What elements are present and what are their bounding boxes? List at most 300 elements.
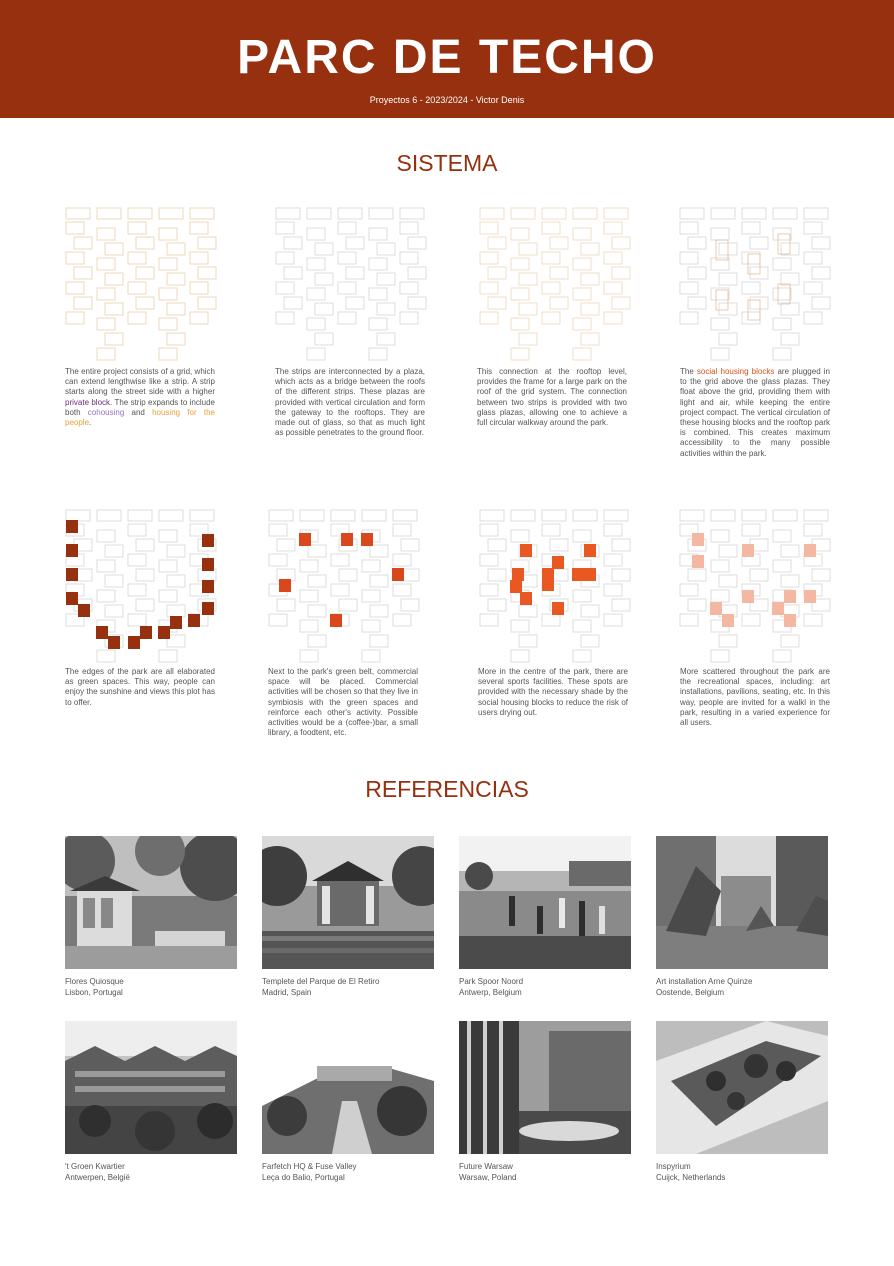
grid-cell [480, 524, 498, 536]
grid-cell [277, 539, 295, 551]
grid-cell [97, 348, 115, 360]
grid-cell [308, 635, 326, 647]
grid-cell [804, 222, 822, 234]
grid-cell [370, 635, 388, 647]
grid-cell [66, 222, 84, 234]
grid-cell [276, 222, 294, 234]
grid-cell [105, 545, 123, 557]
grid-cell [573, 620, 591, 632]
reference-name: Future Warsaw [459, 1162, 513, 1171]
grid-top-cell [511, 208, 535, 219]
grid-cell [74, 297, 92, 309]
grid-top-cell [711, 208, 735, 219]
grid-cell [400, 222, 418, 234]
grid-cell [581, 303, 599, 315]
grid-cell [307, 228, 325, 240]
grid-cell [105, 333, 123, 345]
grid-cell [66, 312, 84, 324]
grid-cell [167, 303, 185, 315]
grid-cell [393, 584, 411, 596]
grid-cell [773, 258, 791, 270]
grid-cell [604, 524, 622, 536]
grid-cell [711, 560, 729, 572]
grid-cell [781, 545, 799, 557]
grid-cell [488, 297, 506, 309]
grid-recreational-svg [676, 506, 836, 666]
grid-cell [377, 273, 395, 285]
reference-card [656, 836, 828, 998]
grid-cell [400, 312, 418, 324]
edge-green-block [66, 520, 78, 533]
grid-cell [269, 554, 287, 566]
grid-cell [688, 297, 706, 309]
grid-cell [581, 333, 599, 345]
grid-cell [159, 590, 177, 602]
grid-cell [105, 243, 123, 255]
grid-cell [781, 635, 799, 647]
grid-edges-svg [62, 506, 222, 666]
grid-cell [719, 575, 737, 587]
reference-place: Antwerpen, België [65, 1173, 130, 1182]
grid-cell [308, 575, 326, 587]
grid-cell [781, 575, 799, 587]
grid-cell [680, 222, 698, 234]
recreational-block [742, 590, 754, 603]
grid-rooftop-park-icon [476, 204, 636, 364]
grid-cell [519, 273, 537, 285]
grid-cell [105, 303, 123, 315]
grid-cell [66, 252, 84, 264]
sports-block [584, 568, 596, 581]
recreational-block [722, 614, 734, 627]
grid-strips-icon [62, 204, 222, 364]
grid-top-cell [773, 208, 797, 219]
art-installation-photo [656, 836, 828, 969]
description-text: More in the centre of the park, there are several sports facilities. These spots are provided with the necessary shade by the social housing blocks to reduce the risk of users drying out. [478, 667, 628, 717]
grid-cell [773, 560, 791, 572]
grid-cell [400, 282, 418, 294]
grid-cell [308, 545, 326, 557]
grid-cell [97, 318, 115, 330]
grid-cell [128, 222, 146, 234]
grid-cell [408, 267, 426, 279]
grid-top-cell [573, 208, 597, 219]
edge-green-block [202, 534, 214, 547]
grid-cell [136, 569, 154, 581]
grid-top-cell [480, 510, 504, 521]
grid-cell [401, 539, 419, 551]
grid-cell [750, 237, 768, 249]
grid-cell [612, 599, 630, 611]
grid-cell [401, 599, 419, 611]
description-text: More scattered throughout the park are the recreational spaces, including: art installations, pavilions, seating, etc. In this way, people are invited for a walkl in the park, resulting in a varied experience for all users. [680, 667, 830, 728]
grid-cell [550, 297, 568, 309]
grid-top-cell [773, 510, 797, 521]
grid-cell [711, 590, 729, 602]
grid-top-cell [369, 208, 393, 219]
grid-cell [97, 228, 115, 240]
grid-cell [369, 258, 387, 270]
grid-cell [680, 282, 698, 294]
grid-cell [488, 569, 506, 581]
grid-cell [711, 650, 729, 662]
grid-top-cell [542, 510, 566, 521]
grid-cell [511, 258, 529, 270]
grid-cell [711, 530, 729, 542]
grid-cell [573, 348, 591, 360]
description-text: This connection at the rooftop level, provides the frame for a large park on the roof of the grid system. The connection between two strips is provided with two glass plazas, allowing one to achieve a full circular walkway around the park. [477, 367, 627, 428]
recreational-block [804, 544, 816, 557]
grid-cell [511, 228, 529, 240]
grid-cell [331, 554, 349, 566]
reference-name: 't Groen Kwartier [65, 1162, 125, 1171]
grid-cell [519, 333, 537, 345]
grid-plazas-icon [272, 204, 432, 364]
reference-name: Flores Quiosque [65, 977, 124, 986]
grid-cell [346, 267, 364, 279]
highlighted-term: social housing blocks [696, 367, 775, 376]
grid-sports-icon [476, 506, 636, 666]
grid-cell [480, 584, 498, 596]
grid-cell [581, 273, 599, 285]
description-text: The [680, 367, 697, 376]
sistema-desc-5 [65, 667, 215, 708]
grid-cell [377, 303, 395, 315]
grid-cell [338, 282, 356, 294]
grid-cell [680, 614, 698, 626]
grid-top-cell [300, 510, 324, 521]
grid-cell [338, 252, 356, 264]
sistema-desc-7 [478, 667, 628, 718]
recreational-block [784, 590, 796, 603]
edge-green-block [96, 626, 108, 639]
grid-cell [400, 252, 418, 264]
grid-top-cell [331, 510, 355, 521]
grid-social-housing-icon [676, 204, 836, 364]
grid-top-cell [480, 208, 504, 219]
grid-top-cell [159, 510, 183, 521]
grid-cell [307, 288, 325, 300]
grid-cell [198, 297, 216, 309]
edge-green-block [78, 604, 90, 617]
grid-cell [581, 243, 599, 255]
grid-cell [159, 348, 177, 360]
grid-cell [488, 539, 506, 551]
edge-green-block [202, 602, 214, 615]
grid-cell [742, 524, 760, 536]
grid-cell [370, 605, 388, 617]
commercial-block [299, 533, 311, 546]
grid-cell [812, 237, 830, 249]
grid-cell [136, 237, 154, 249]
grid-cell [550, 267, 568, 279]
sistema-desc-6 [268, 667, 418, 738]
grid-cell [393, 554, 411, 566]
grid-cell [550, 237, 568, 249]
highlighted-term: private block [65, 397, 111, 407]
grid-top-cell [97, 510, 121, 521]
grid-sports-svg [476, 506, 636, 666]
sistema-title: SISTEMA [396, 150, 498, 176]
grid-cell [604, 312, 622, 324]
grid-cell [331, 584, 349, 596]
grid-cell [542, 252, 560, 264]
grid-cell [269, 524, 287, 536]
grid-cell [781, 273, 799, 285]
edge-green-block [108, 636, 120, 649]
commercial-block [330, 614, 342, 627]
grid-cell [136, 267, 154, 279]
grid-cell [519, 303, 537, 315]
grid-cell [307, 318, 325, 330]
grid-cell [812, 297, 830, 309]
grid-cell [688, 267, 706, 279]
highlighted-term: cohousing [87, 407, 125, 417]
edge-green-block [66, 592, 78, 605]
grid-top-cell [393, 510, 417, 521]
grid-cell [604, 252, 622, 264]
edge-green-block [170, 616, 182, 629]
grid-cell [346, 237, 364, 249]
grid-cell [377, 333, 395, 345]
grid-cell [136, 599, 154, 611]
future-warsaw-photo [459, 1021, 631, 1154]
social-housing-block [778, 234, 790, 254]
grid-cell [542, 614, 560, 626]
reference-name: Art installation Arne Quinze [656, 977, 753, 986]
grid-top-cell [604, 208, 628, 219]
grid-cell [742, 282, 760, 294]
grid-cell [573, 590, 591, 602]
grid-cell [370, 545, 388, 557]
grid-cell [773, 318, 791, 330]
grid-top-cell [66, 208, 90, 219]
grid-top-cell [307, 208, 331, 219]
grid-cell [742, 312, 760, 324]
grid-top-cell [269, 510, 293, 521]
grid-cell [719, 273, 737, 285]
grid-cell [190, 282, 208, 294]
commercial-block [341, 533, 353, 546]
grid-cell [308, 605, 326, 617]
commercial-block [279, 579, 291, 592]
grid-cell [773, 288, 791, 300]
grid-cell [167, 575, 185, 587]
edge-green-block [66, 568, 78, 581]
grid-cell [781, 303, 799, 315]
reference-place: Leça do Balio, Portugal [262, 1173, 345, 1182]
social-housing-block [778, 284, 790, 304]
grid-cell [804, 614, 822, 626]
reference-card [262, 836, 434, 998]
sports-block [552, 602, 564, 615]
grid-recreational-icon [676, 506, 836, 666]
grid-cell [74, 237, 92, 249]
grid-cell [688, 569, 706, 581]
grid-cell [159, 318, 177, 330]
sistema-desc-2 [275, 367, 425, 438]
grid-cell [377, 243, 395, 255]
grid-cell [573, 258, 591, 270]
grid-cell [370, 575, 388, 587]
grid-top-cell [159, 208, 183, 219]
grid-cell [804, 312, 822, 324]
edge-green-block [128, 636, 140, 649]
grid-cell [284, 297, 302, 309]
reference-card [459, 1021, 631, 1183]
grid-cell [688, 237, 706, 249]
sports-block [542, 578, 554, 591]
grid-cell [604, 584, 622, 596]
recreational-block [784, 614, 796, 627]
grid-cell [604, 282, 622, 294]
grid-plazas-svg [272, 204, 432, 364]
grid-cell [688, 599, 706, 611]
grid-cell [190, 312, 208, 324]
grid-cell [542, 524, 560, 536]
grid-strips-svg [62, 204, 222, 364]
grid-cell [284, 237, 302, 249]
description-text: are plugged in to the grid above the glass plazas. They float above the grid, providing them with light and air, while keeping the entire project compact. The vertical circulation of these housing blocks and the rooftop park is combined. This creates maximum accessibility to the many possible activities within the park. [680, 367, 830, 458]
grid-cell [307, 258, 325, 270]
reference-card [65, 1021, 237, 1183]
grid-cell [542, 222, 560, 234]
grid-cell [680, 584, 698, 596]
sports-block [520, 592, 532, 605]
grid-cell [277, 599, 295, 611]
sports-block [552, 556, 564, 569]
description-text: and [124, 407, 153, 417]
grid-cell [573, 288, 591, 300]
greenhouse-photo [65, 1021, 237, 1154]
referencias-title: REFERENCIAS [365, 776, 529, 802]
grid-cell [408, 237, 426, 249]
grid-social-housing-svg [676, 204, 836, 364]
sistema-desc-1 [65, 367, 215, 428]
grid-cell [300, 650, 318, 662]
grid-cell [136, 297, 154, 309]
grid-top-cell [680, 510, 704, 521]
grid-cell [128, 252, 146, 264]
grid-cell [573, 318, 591, 330]
grid-cell [128, 584, 146, 596]
grid-top-cell [742, 510, 766, 521]
grid-cell [612, 237, 630, 249]
grid-cell [511, 620, 529, 632]
header-banner [0, 0, 894, 118]
grid-cell [488, 237, 506, 249]
grid-cell [773, 530, 791, 542]
reference-place: Lisbon, Portugal [65, 988, 123, 997]
grid-cell [338, 312, 356, 324]
grid-cell [315, 303, 333, 315]
grid-cell [519, 605, 537, 617]
grid-commercial-icon [265, 506, 425, 666]
grid-cell [781, 333, 799, 345]
grid-cell [284, 267, 302, 279]
grid-cell [167, 333, 185, 345]
grid-cell [97, 288, 115, 300]
grid-cell [198, 237, 216, 249]
grid-cell [612, 569, 630, 581]
grid-cell [488, 599, 506, 611]
grid-cell [167, 605, 185, 617]
recreational-block [692, 555, 704, 568]
reference-name: Farfetch HQ & Fuse Valley [262, 1162, 357, 1171]
grid-top-cell [804, 510, 828, 521]
grid-cell [773, 650, 791, 662]
grid-cell [804, 252, 822, 264]
grid-cell [488, 267, 506, 279]
grid-commercial-svg [265, 506, 425, 666]
grid-cell [711, 318, 729, 330]
sistema-desc-4 [680, 367, 830, 459]
edge-green-block [140, 626, 152, 639]
grid-rooftop-park-svg [476, 204, 636, 364]
grid-cell [97, 530, 115, 542]
grid-top-cell [604, 510, 628, 521]
grid-cell [804, 282, 822, 294]
grid-cell [128, 312, 146, 324]
description-text: The strips are interconnected by a plaza, which acts as a bridge between the roofs of the different strips. These plazas are provided with vertical circulation and form the gateway to the rooftops. They are made out of glass, so that as much light as possible penetrates to the ground floor. [275, 367, 425, 438]
grid-top-cell [276, 208, 300, 219]
grid-cell [369, 288, 387, 300]
reference-name: Park Spoor Noord [459, 977, 524, 986]
commercial-block [361, 533, 373, 546]
sports-block [520, 544, 532, 557]
grid-top-cell [400, 208, 424, 219]
grid-cell [542, 282, 560, 294]
grid-cell [97, 590, 115, 602]
grid-cell [105, 273, 123, 285]
grid-cell [159, 560, 177, 572]
grid-cell [190, 252, 208, 264]
grid-top-cell [680, 208, 704, 219]
sports-block [510, 580, 522, 593]
bandstand-photo [262, 836, 434, 969]
grid-top-cell [711, 510, 735, 521]
grid-cell [480, 614, 498, 626]
grid-cell [680, 312, 698, 324]
grid-cell [511, 650, 529, 662]
kiosk-photo [65, 836, 237, 969]
grid-cell [680, 252, 698, 264]
grid-cell [480, 282, 498, 294]
grid-cell [711, 348, 729, 360]
sports-block [572, 568, 584, 581]
edge-green-block [202, 558, 214, 571]
grid-top-cell [804, 208, 828, 219]
grid-cell [105, 575, 123, 587]
rooftop-garden-photo [656, 1021, 828, 1154]
sistema-desc-3 [477, 367, 627, 428]
recreational-block [804, 590, 816, 603]
grid-cell [198, 267, 216, 279]
grid-cell [519, 635, 537, 647]
grid-cell [573, 650, 591, 662]
grid-cell [612, 539, 630, 551]
reference-card [65, 836, 237, 998]
grid-cell [750, 267, 768, 279]
grid-cell [573, 530, 591, 542]
description-text: The entire project consists of a grid, which can extend lengthwise like a strip. A strip starts along the street side with a higher [65, 367, 215, 397]
grid-cell [276, 312, 294, 324]
grid-cell [339, 569, 357, 581]
grid-cell [511, 318, 529, 330]
description-text: Next to the park's green belt, commercial space will be placed. Commercial activities will be chosen so that they live in symbiosis with the green spaces and reinforce each other's activity. Possible activities would be a (coffee-)bar, a small library, a foodtent, etc. [268, 667, 418, 738]
edge-green-block [188, 614, 200, 627]
grid-cell [604, 222, 622, 234]
